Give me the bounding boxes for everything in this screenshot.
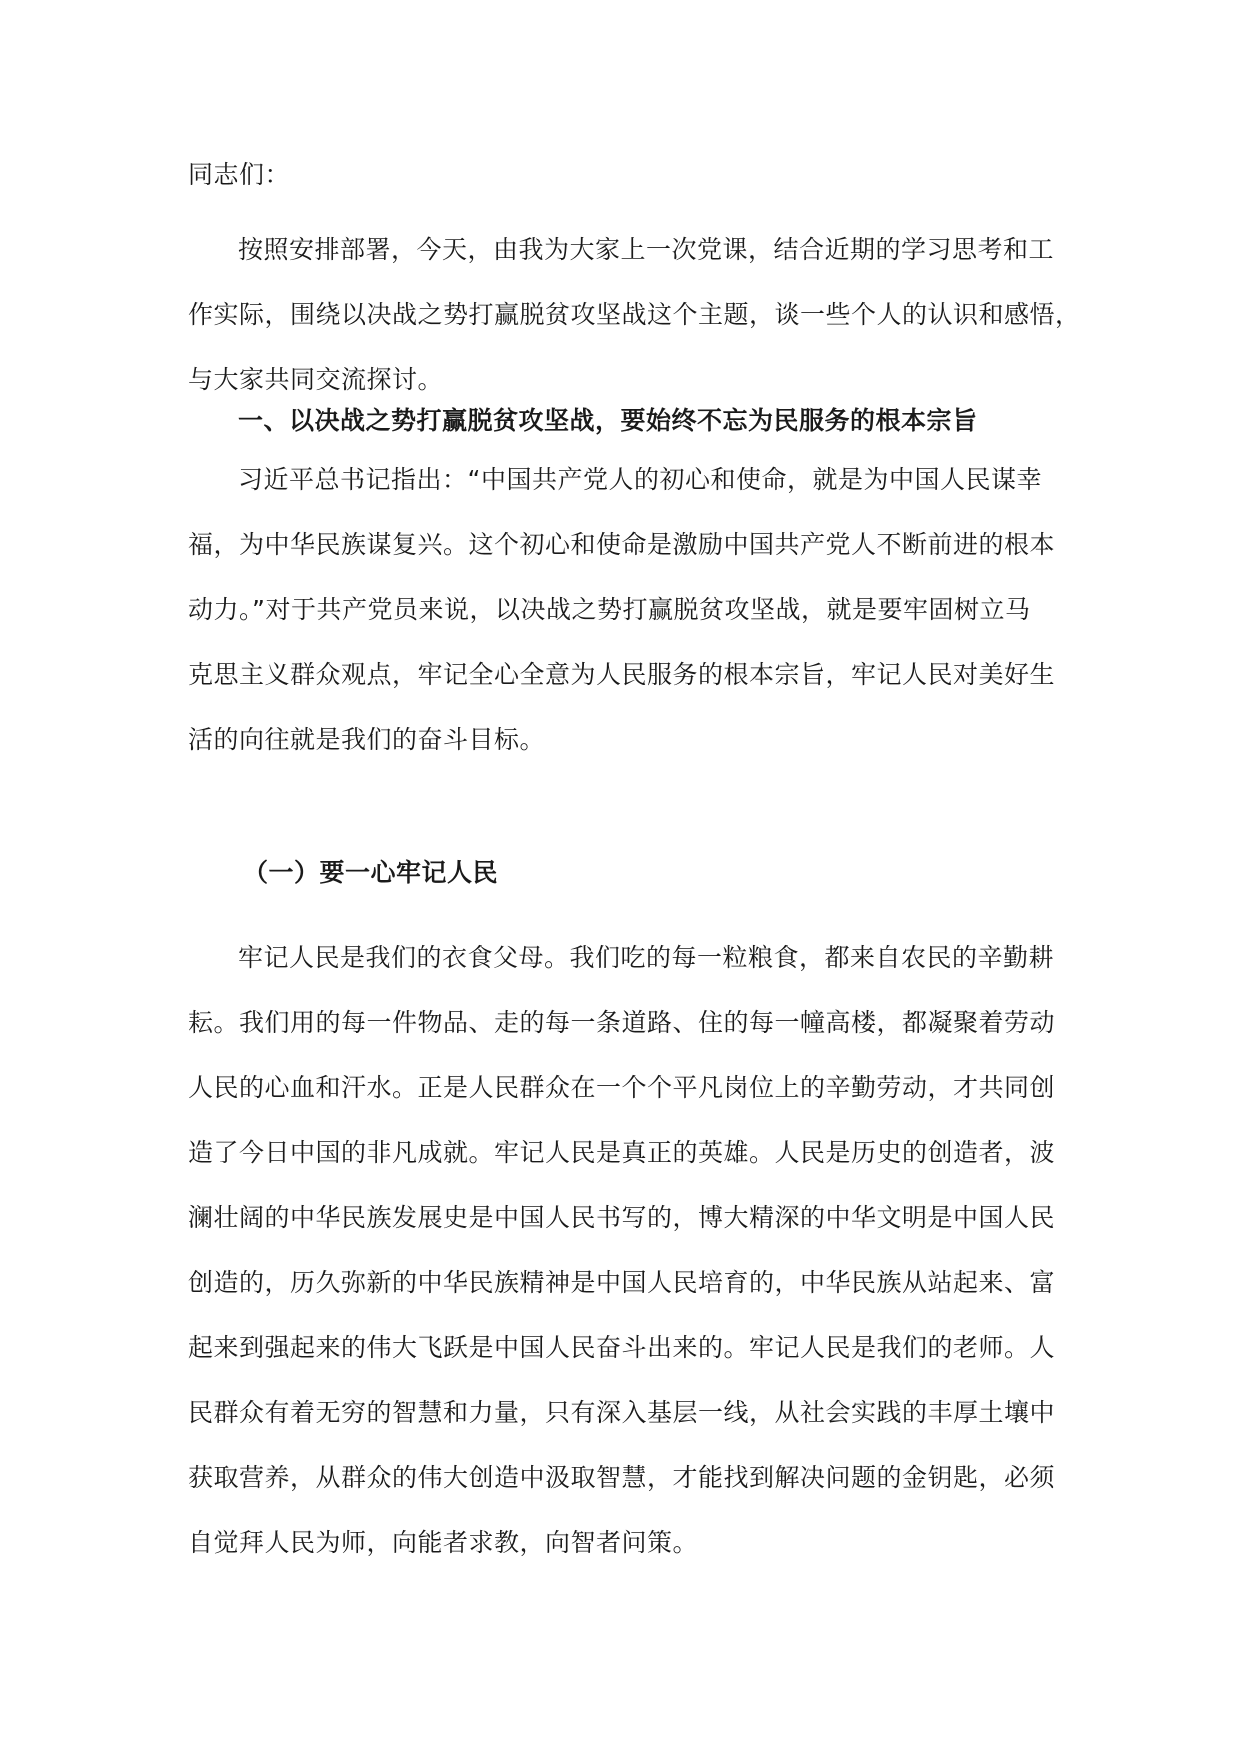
paragraph-line: 民群众有着无穷的智慧和力量，只有深入基层一线，从社会实践的丰厚土壤中 [188, 1398, 1056, 1427]
salutation: 同志们： [188, 160, 291, 189]
paragraph-line: 获取营养，从群众的伟大创造中汲取智慧，才能找到解决问题的金钥匙，必须 [188, 1463, 1056, 1492]
paragraph-line: 人民的心血和汗水。正是人民群众在一个个平凡岗位上的辛勤劳动，才共同创 [188, 1073, 1056, 1102]
paragraph-line: 福，为中华民族谋复兴。这个初心和使命是激励中国共产党人不断前进的根本 [188, 530, 1056, 559]
section-heading-block [188, 388, 1083, 453]
paragraph-line: 牢记人民是我们的衣食父母。我们吃的每一粒粮食，都来自农民的辛勤耕 [238, 943, 1055, 972]
subsection-heading: （一）要一心牢记人民 [243, 858, 499, 887]
salutation-block [188, 142, 1083, 207]
section-paragraph [188, 447, 1083, 772]
paragraph-line: 造了今日中国的非凡成就。牢记人民是真正的英雄。人民是历史的创造者，波 [188, 1138, 1056, 1167]
paragraph-line: 创造的，历久弥新的中华民族精神是中国人民培育的，中华民族从站起来、富 [188, 1268, 1056, 1297]
paragraph-line: 克思主义群众观点，牢记全心全意为人民服务的根本宗旨，牢记人民对美好生 [188, 660, 1056, 689]
paragraph-line: 习近平总书记指出：“中国共产党人的初心和使命，就是为中国人民谋幸 [238, 465, 1042, 494]
paragraph-line: 作实际，围绕以决战之势打赢脱贫攻坚战这个主题，谈一些个人的认识和感悟， [188, 300, 1081, 329]
paragraph-line: 按照安排部署，今天，由我为大家上一次党课，结合近期的学习思考和工 [238, 235, 1055, 264]
paragraph-line: 耘。我们用的每一件物品、走的每一条道路、住的每一幢高楼，都凝聚着劳动 [188, 1008, 1056, 1037]
paragraph-line: 动力。”对于共产党员来说，以决战之势打赢脱贫攻坚战，就是要牢固树立马 [188, 595, 1031, 624]
subsection-paragraph [188, 925, 1083, 1575]
paragraph-line: 活的向往就是我们的奋斗目标。 [188, 725, 546, 754]
paragraph-line: 澜壮阔的中华民族发展史是中国人民书写的，博大精深的中华文明是中国人民 [188, 1203, 1056, 1232]
paragraph-line: 自觉拜人民为师，向能者求教，向智者问策。 [188, 1528, 699, 1557]
intro-paragraph [188, 217, 1083, 412]
paragraph-line: 与大家共同交流探讨。 [188, 365, 444, 394]
subsection-heading-block [188, 840, 1083, 905]
paragraph-line: 起来到强起来的伟大飞跃是中国人民奋斗出来的。牢记人民是我们的老师。人 [188, 1333, 1056, 1362]
section-heading: 一、以决战之势打赢脱贫攻坚战，要始终不忘为民服务的根本宗旨 [238, 406, 978, 435]
